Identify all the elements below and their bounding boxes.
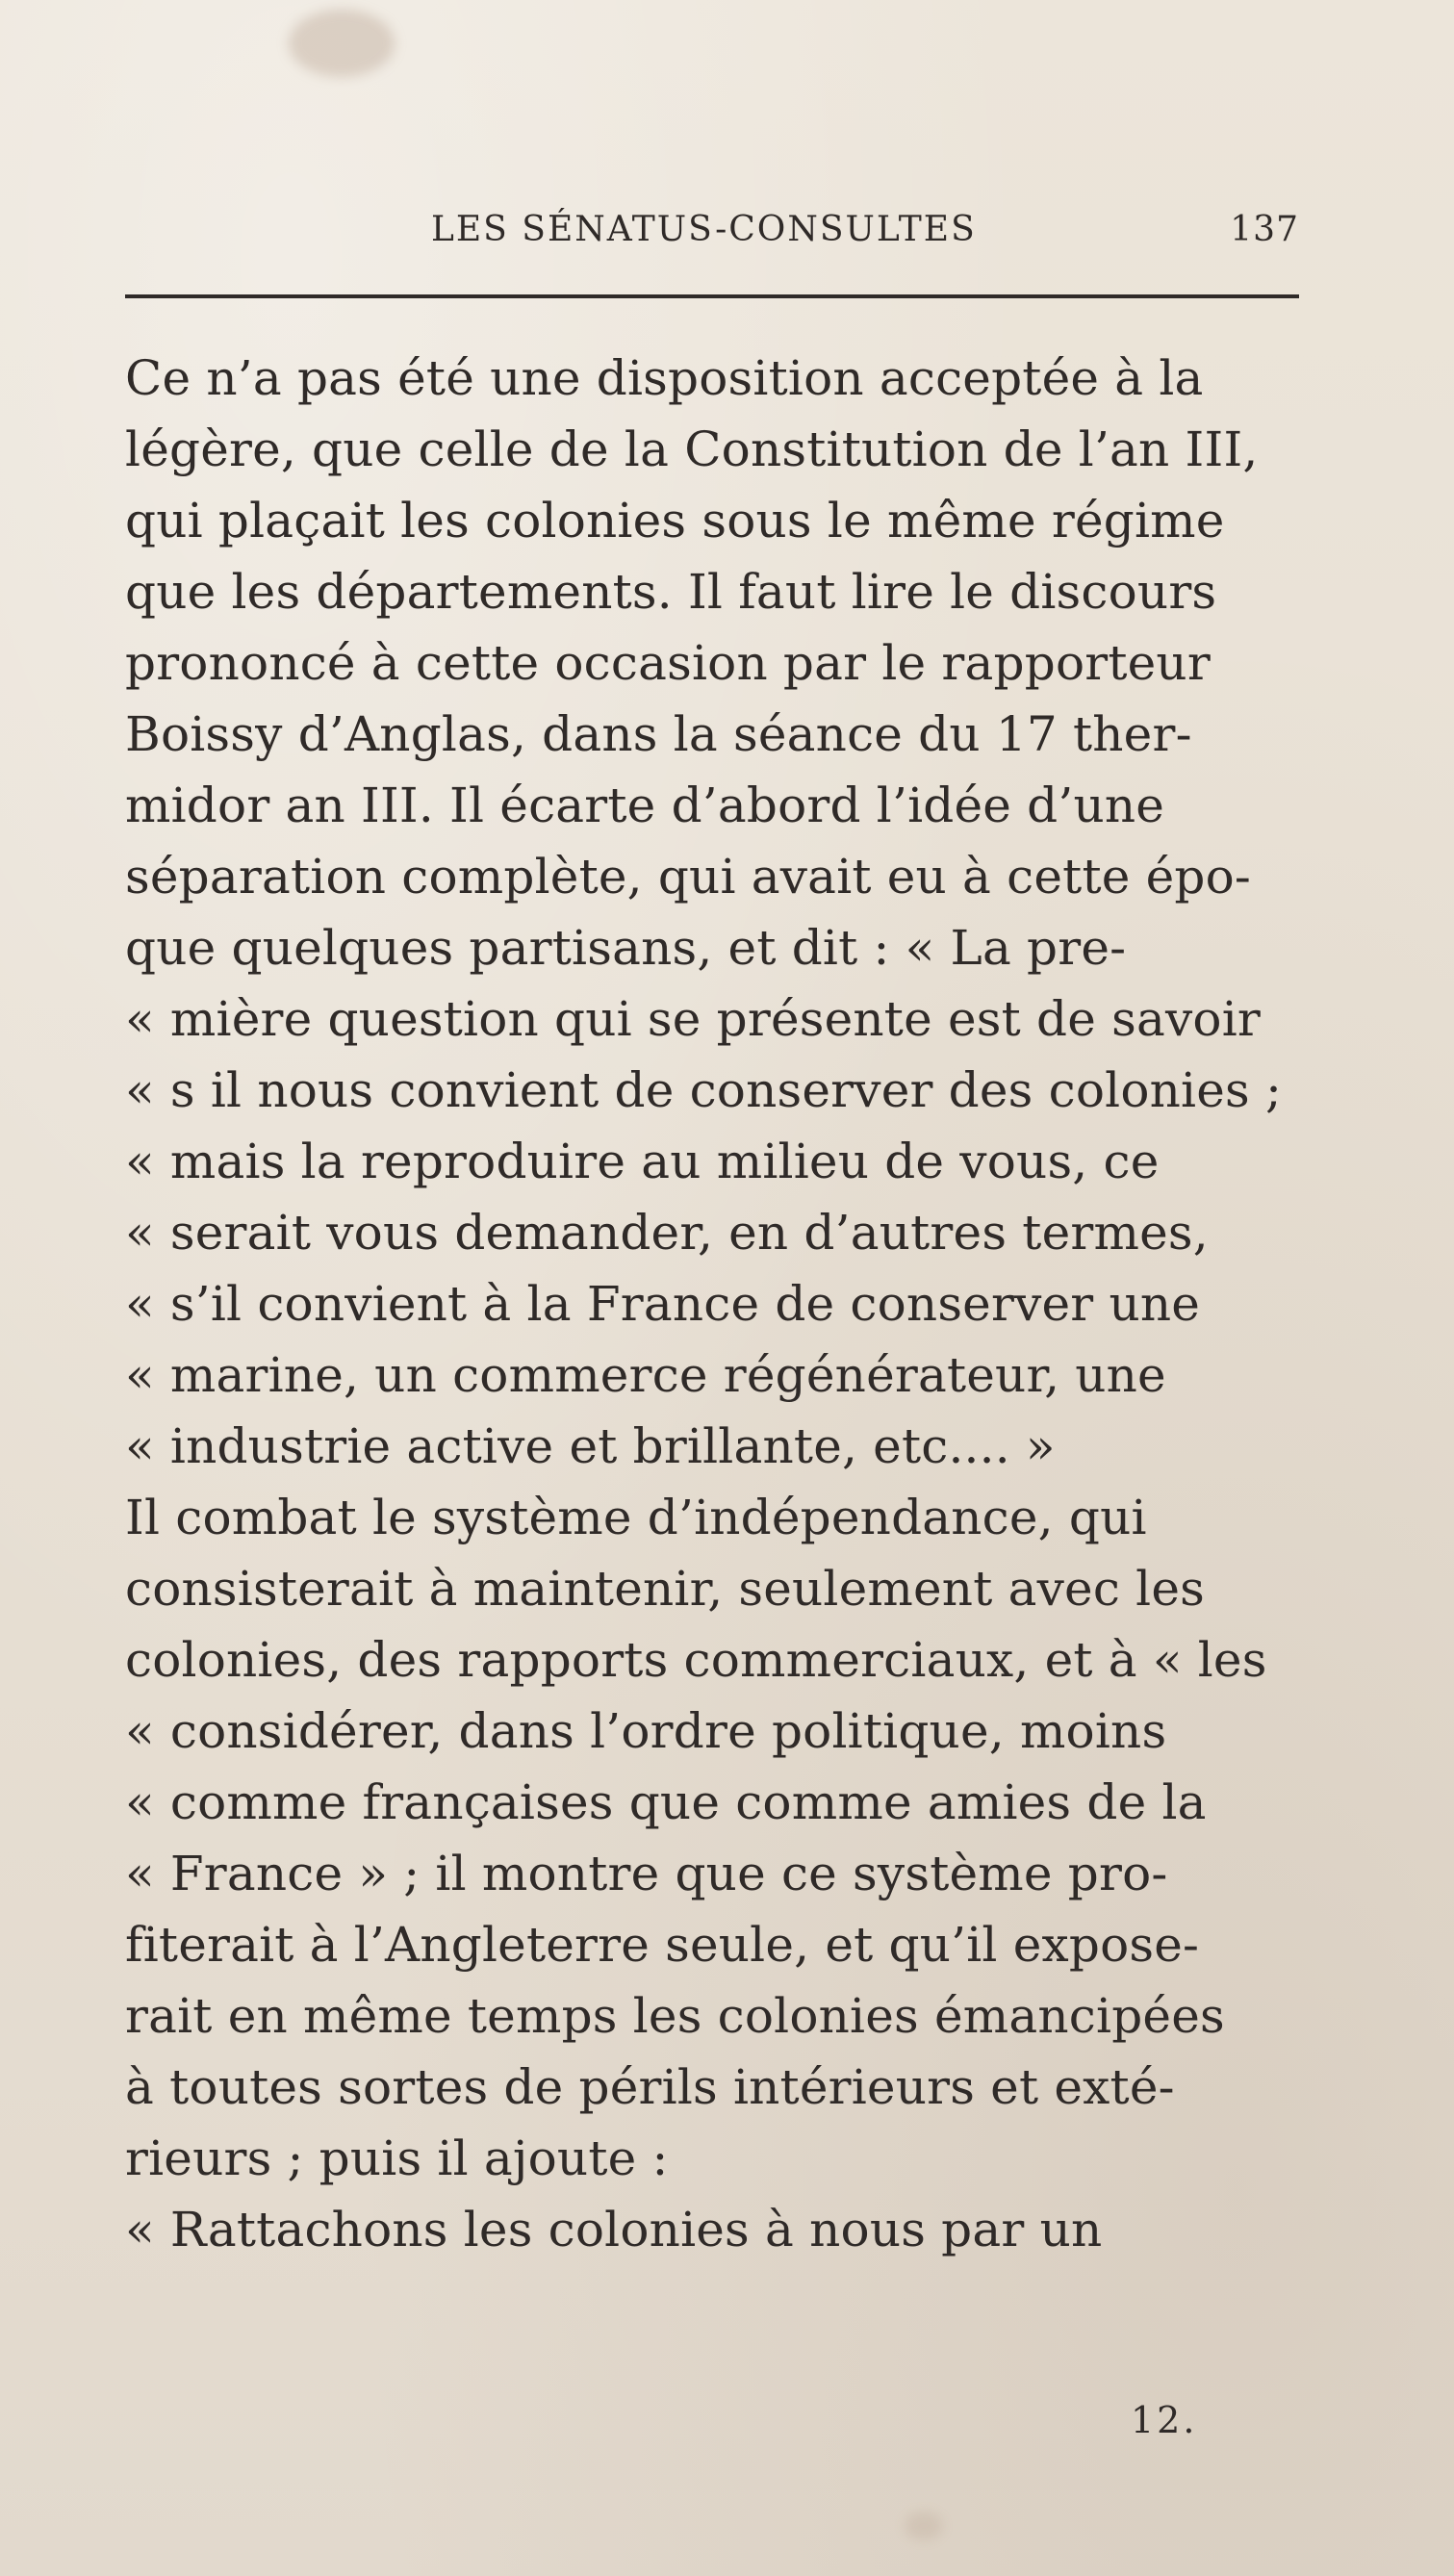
body-text: [125, 343, 1328, 2265]
paper-stain: [289, 10, 395, 77]
text-line: prononcé à cette occasion par le rapporteur: [125, 635, 1211, 691]
text-line: légère, que celle de la Constitution de l’an III,: [125, 421, 1259, 477]
text-line: consisterait à maintenir, seulement avec les: [125, 1561, 1205, 1617]
text-line: Il combat le système d’indépendance, qui: [125, 1490, 1147, 1545]
text-line: « comme françaises que comme amies de la: [125, 1774, 1207, 1830]
text-line: « s il nous convient de conserver des colonies ;: [125, 1062, 1283, 1118]
text-line: « marine, un commerce régénérateur, une: [125, 1347, 1166, 1403]
text-line: « mière question qui se présente est de savoir: [125, 991, 1262, 1047]
text-line: qui plaçait les colonies sous le même régime: [125, 493, 1225, 548]
page-number: 137: [1230, 210, 1299, 249]
text-line: « mais la reproduire au milieu de vous, ce: [125, 1134, 1160, 1189]
text-line: rait en même temps les colonies émancipées: [125, 1988, 1225, 2044]
text-line: Ce n’a pas été une disposition acceptée à la: [125, 350, 1204, 406]
signature-mark: 12.: [1131, 2399, 1198, 2441]
text-line: que quelques partisans, et dit : « La pre-: [125, 920, 1127, 976]
text-line: séparation complète, qui avait eu à cette épo-: [125, 849, 1252, 905]
text-line: « Rattachons les colonies à nous par un: [125, 2202, 1103, 2257]
text-line: fiterait à l’Angleterre seule, et qu’il expose-: [125, 1917, 1200, 1973]
text-line: « France » ; il montre que ce système pro-: [125, 1846, 1168, 1901]
text-line: colonies, des rapports commerciaux, et à « les: [125, 1632, 1267, 1688]
running-title: LES SÉNATUS-CONSULTES: [431, 210, 977, 249]
text-line: rieurs ; puis il ajoute :: [125, 2130, 669, 2186]
text-line: midor an III. Il écarte d’abord l’idée d’une: [125, 778, 1165, 833]
text-line: « serait vous demander, en d’autres termes,: [125, 1205, 1209, 1261]
text-line: « considérer, dans l’ordre politique, moins: [125, 1703, 1167, 1759]
text-line: à toutes sortes de périls intérieurs et exté-: [125, 2059, 1175, 2115]
header-rule: [125, 294, 1299, 298]
paper-stain: [905, 2512, 943, 2540]
text-line: Boissy d’Anglas, dans la séance du 17 ther-: [125, 706, 1192, 762]
page-header: [125, 206, 1299, 264]
text-line: « industrie active et brillante, etc.... »: [125, 1418, 1056, 1474]
text-line: que les départements. Il faut lire le discours: [125, 564, 1217, 620]
text-line: « s’il convient à la France de conserver une: [125, 1276, 1201, 1332]
